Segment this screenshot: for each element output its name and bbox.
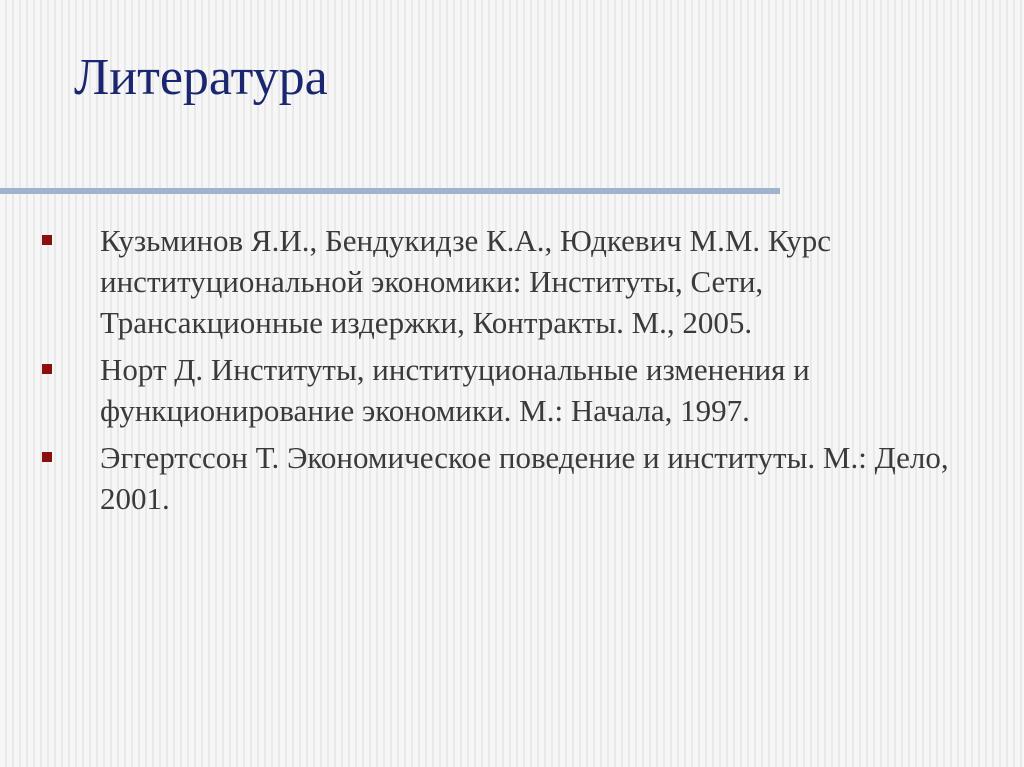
reference-item: [42, 349, 992, 431]
reference-item: [42, 220, 992, 343]
reference-item: [42, 437, 992, 519]
square-bullet-icon: [42, 235, 52, 245]
reference-text: Эггертссон Т. Экономическое поведение и институты. М.: Дело, 2001.: [100, 440, 949, 516]
reference-list: [42, 220, 992, 525]
title-divider: [0, 188, 780, 194]
slide-title: Литература: [74, 49, 328, 106]
square-bullet-icon: [42, 452, 52, 462]
reference-text: Норт Д. Институты, институциональные изменения и функционирование экономики. М.: Начала, 1997.: [100, 352, 810, 428]
reference-text: Кузьминов Я.И., Бендукидзе К.А., Юдкевич М.М. Курс институциональной экономики: Институты, Сети, Трансакционные издержки, Контракты. М., 2005.: [100, 223, 831, 340]
square-bullet-icon: [42, 364, 52, 374]
